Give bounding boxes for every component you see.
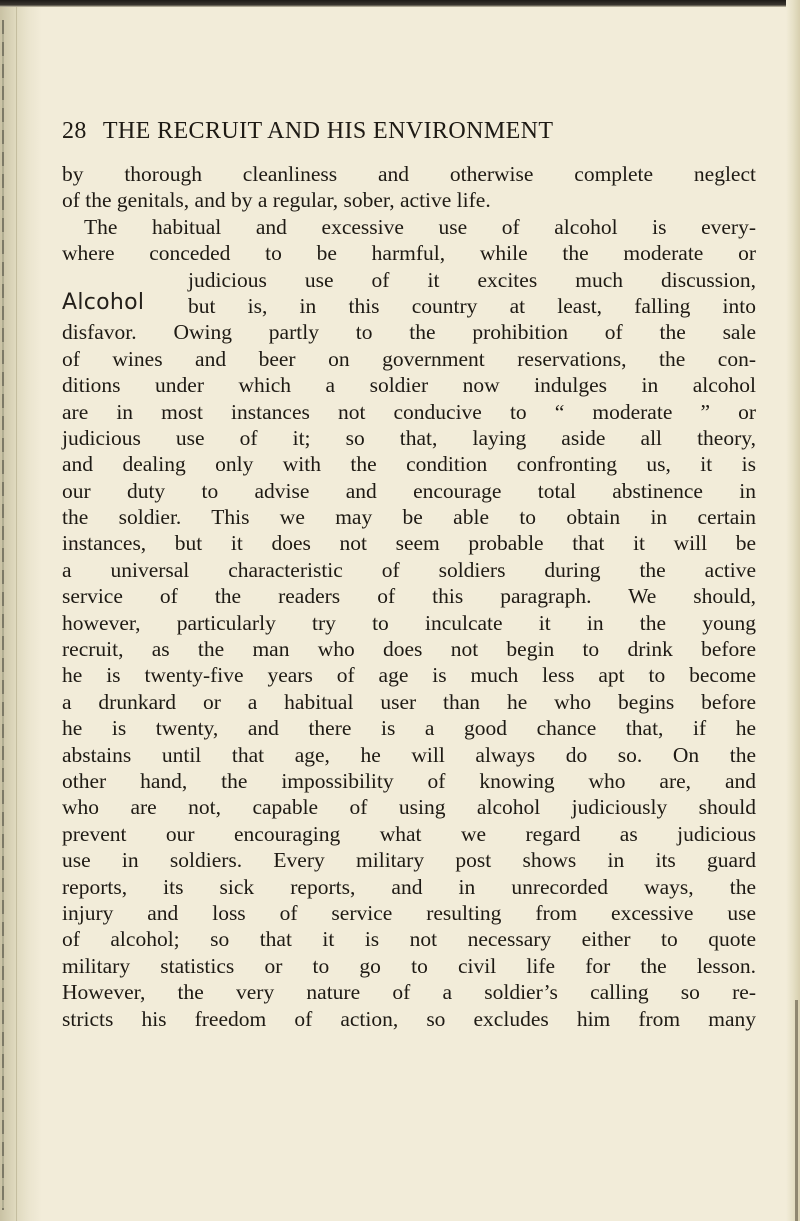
text-line: service of the readers of this paragraph. We should, [62,584,756,609]
text-line: a drunkard or a habitual user than he who begins before [62,689,756,714]
text-line: judicious use of it; so that, laying aside all theory, [62,425,756,450]
text-line: judicious use of it excites much discussion, [188,267,756,292]
running-head-title: THE RECRUIT AND HIS ENVIRONMENT [102,118,554,144]
text-line: reports, its sick reports, and in unrecorded ways, the [62,874,756,899]
text-line: a universal characteristic of soldiers during the active [62,557,756,582]
book-binding-edge [0,0,42,1221]
scan-top-border [0,0,800,7]
text-line: recruit, as the man who does not begin to drink before [62,637,756,662]
page-right-edge [786,0,800,1221]
text-line: instances, but it does not seem probable that it will be [62,531,756,556]
margin-sidenote: Alcohol [62,290,145,315]
text-line: are in most instances not conducive to “ moderate ” or [62,399,756,424]
text-line: where conceded to be harmful, while the moderate or [62,241,756,266]
text-line: of the genitals, and by a regular, sober, active life. [62,188,491,213]
text-line: injury and loss of service resulting from excessive use [62,900,756,925]
text-line: he is twenty-five years of age is much less apt to become [62,663,756,688]
running-header [62,118,762,145]
text-line: abstains until that age, he will always do so. On the [62,742,756,767]
text-line: our duty to advise and encourage total abstinence in [62,478,756,503]
text-line: The habitual and excessive use of alcohol is every- [84,214,756,239]
text-line: the soldier. This we may be able to obtain in certain [62,505,756,530]
text-line: disfavor. Owing partly to the prohibition of the sale [62,320,756,345]
body-text [62,161,756,1032]
text-line: he is twenty, and there is a good chance that, if he [62,716,756,741]
text-line: ditions under which a soldier now indulges in alcohol [62,373,756,398]
text-line: use in soldiers. Every military post shows in its guard [62,848,756,873]
text-line: by thorough cleanliness and otherwise complete neglect [62,162,756,186]
text-line: however, particularly try to inculcate it in the young [62,610,756,635]
text-line: military statistics or to go to civil life for the lesson. [62,953,756,978]
text-line: prevent our encouraging what we regard as judicious [62,821,756,846]
page-number: 28 [62,118,87,144]
text-line: of wines and beer on government reservations, the con- [62,346,756,371]
text-line: other hand, the impossibility of knowing who are, and [62,768,756,793]
text-line: stricts his freedom of action, so excludes him from many [62,1006,756,1031]
text-line: of alcohol; so that it is not necessary either to quote [62,927,756,952]
text-line: who are not, capable of using alcohol judiciously should [62,795,756,820]
text-line: However, the very nature of a soldier’s calling so re- [62,980,756,1005]
text-line: and dealing only with the condition confronting us, it is [62,452,756,477]
text-line: but is, in this country at least, falling into [188,293,756,318]
